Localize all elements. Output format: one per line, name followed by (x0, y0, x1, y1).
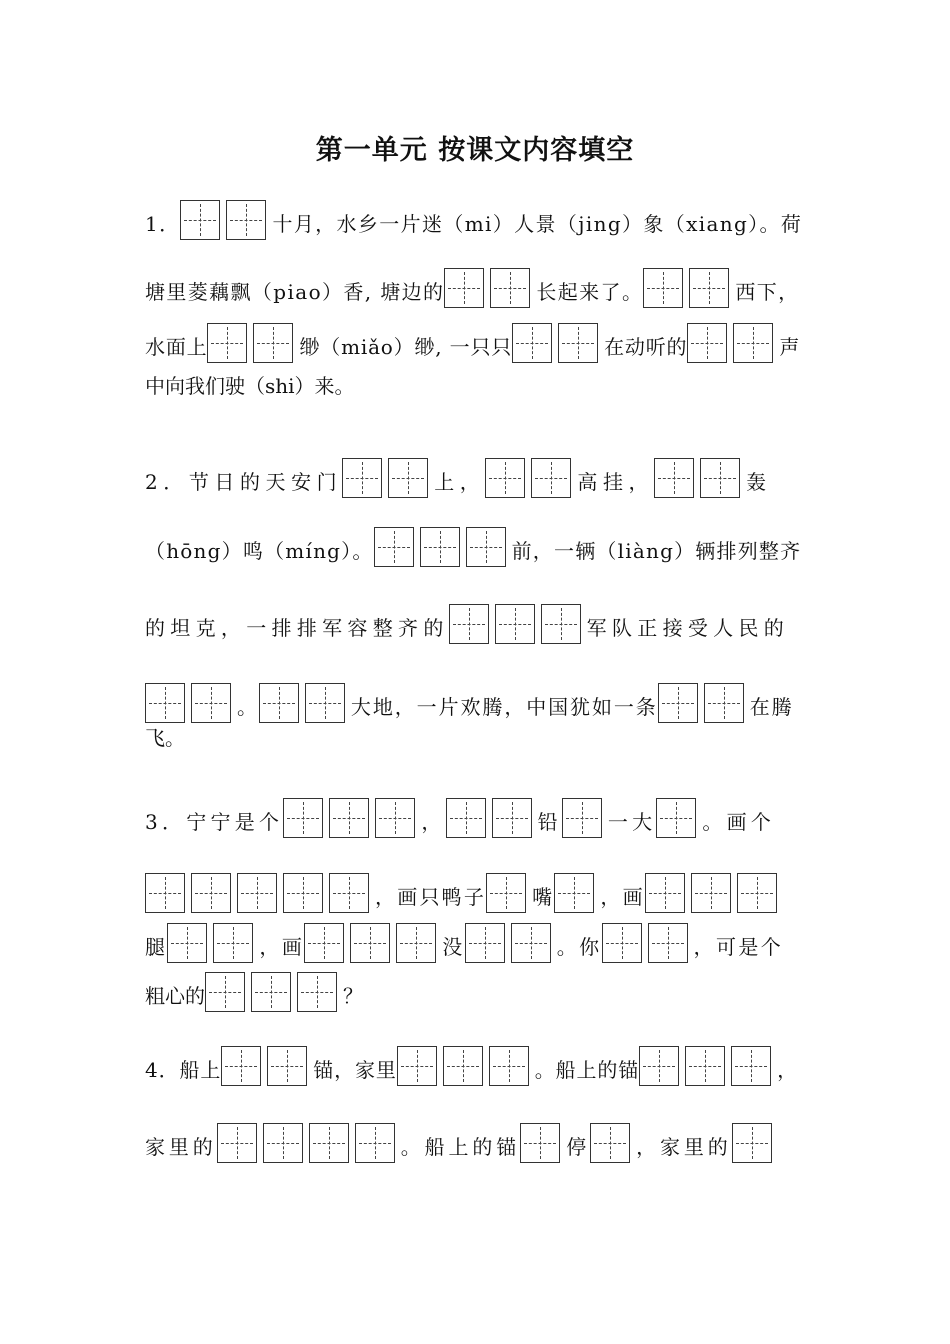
line-text: 。船上的锚 (534, 1058, 640, 1082)
answer-box[interactable] (737, 873, 777, 913)
answer-box[interactable] (263, 1123, 303, 1163)
answer-box[interactable] (490, 268, 530, 308)
answer-box[interactable] (486, 873, 526, 913)
text-line (145, 1046, 798, 1082)
text-line (145, 527, 801, 563)
text-line (145, 458, 772, 494)
answer-box[interactable] (267, 1046, 307, 1086)
answer-box[interactable] (704, 683, 744, 723)
answer-box[interactable] (495, 604, 535, 644)
answer-box[interactable] (145, 683, 185, 723)
answer-box[interactable] (167, 923, 207, 963)
line-text: 。船上的锚 (400, 1135, 521, 1159)
answer-box[interactable] (731, 1046, 771, 1086)
answer-box[interactable] (420, 527, 460, 567)
line-text: 大地，一片欢腾，中国犹如一条 (350, 695, 658, 719)
line-text: 缈（miǎo）缈, 一只只 (299, 335, 513, 359)
line-text: 1． (145, 212, 181, 236)
answer-box[interactable] (355, 1123, 395, 1163)
line-text: ，画只鸭子 (375, 885, 487, 909)
line-text: 没 (442, 935, 465, 959)
answer-box[interactable] (654, 458, 694, 498)
answer-box[interactable] (465, 923, 505, 963)
answer-box[interactable] (444, 268, 484, 308)
answer-box[interactable] (342, 458, 382, 498)
line-text: 铅 (537, 810, 562, 834)
answer-box[interactable] (531, 458, 571, 498)
answer-box[interactable] (145, 873, 185, 913)
answer-box[interactable] (590, 1123, 630, 1163)
answer-box[interactable] (375, 798, 415, 838)
answer-box[interactable] (305, 683, 345, 723)
answer-box[interactable] (658, 683, 698, 723)
line-text: 4．船上 (145, 1058, 222, 1082)
answer-box[interactable] (511, 923, 551, 963)
line-text: 。画个 (702, 810, 776, 834)
answer-box[interactable] (639, 1046, 679, 1086)
answer-box[interactable] (602, 923, 642, 963)
line-text: 前，一辆（liàng）辆排列整齐 (511, 539, 802, 563)
answer-box[interactable] (541, 604, 581, 644)
answer-box[interactable] (562, 798, 602, 838)
answer-box[interactable] (492, 798, 532, 838)
answer-box[interactable] (329, 798, 369, 838)
line-text: ， (777, 1058, 799, 1082)
line-text: 嘴 (532, 885, 555, 909)
answer-box[interactable] (180, 200, 220, 240)
answer-box[interactable] (253, 323, 293, 363)
line-text: ？ (343, 984, 363, 1008)
answer-box[interactable] (213, 923, 253, 963)
answer-box[interactable] (648, 923, 688, 963)
line-text: 长起来了。 (536, 280, 644, 304)
answer-box[interactable] (205, 972, 245, 1012)
answer-box[interactable] (237, 873, 277, 913)
line-text: 轰 (746, 470, 772, 494)
answer-box[interactable] (191, 683, 231, 723)
answer-box[interactable] (329, 873, 369, 913)
line-text: 飞。 (145, 726, 185, 750)
line-text: 在动听的 (604, 335, 688, 359)
answer-box[interactable] (732, 1123, 772, 1163)
text-line (145, 1123, 778, 1159)
answer-box[interactable] (687, 323, 727, 363)
line-text: 十月，水乡一片迷（mi）人景（jing）象（xiang）。荷 (272, 212, 803, 236)
text-line (145, 268, 799, 304)
line-text: （hōng）鸣（míng）。 (145, 539, 374, 563)
answer-box[interactable] (691, 873, 731, 913)
answer-box[interactable] (446, 798, 486, 838)
line-text: 家里的 (145, 1135, 217, 1159)
answer-box[interactable] (397, 1046, 437, 1086)
text-line (145, 683, 794, 719)
answer-box[interactable] (251, 972, 291, 1012)
answer-box[interactable] (207, 323, 247, 363)
line-text: 锚，家里 (313, 1058, 397, 1082)
line-text: 。你 (556, 935, 602, 959)
line-text: 上， (434, 470, 486, 494)
line-text: ，可是个 (693, 935, 784, 959)
answer-box[interactable] (466, 527, 506, 567)
answer-box[interactable] (221, 1046, 261, 1086)
text-line (145, 873, 783, 909)
answer-box[interactable] (489, 1046, 529, 1086)
answer-box[interactable] (449, 604, 489, 644)
answer-box[interactable] (645, 873, 685, 913)
text-line (145, 972, 363, 1008)
answer-box[interactable] (689, 268, 729, 308)
answer-box[interactable] (700, 458, 740, 498)
line-text: 声 (779, 335, 801, 359)
answer-box[interactable] (685, 1046, 725, 1086)
line-text: 中向我们驶（shi）来。 (145, 374, 355, 398)
line-text: ，画 (600, 885, 645, 909)
line-text: 的坦克，一排排军容整齐的 (145, 616, 449, 640)
answer-box[interactable] (388, 458, 428, 498)
text-line (145, 726, 185, 750)
answer-box[interactable] (554, 873, 594, 913)
answer-box[interactable] (226, 200, 266, 240)
text-line (145, 604, 789, 640)
answer-box[interactable] (374, 527, 414, 567)
line-text: ，家里的 (636, 1135, 732, 1159)
answer-box[interactable] (733, 323, 773, 363)
text-line (145, 200, 802, 236)
line-text: 粗心的 (145, 984, 205, 1008)
line-text: 2．节日的天安门 (145, 470, 343, 494)
line-text: 塘里菱藕飘（piao）香, 塘边的 (145, 280, 445, 304)
line-text: 西下， (735, 280, 800, 304)
answer-box[interactable] (297, 972, 337, 1012)
text-line (145, 374, 355, 398)
answer-box[interactable] (396, 923, 436, 963)
answer-box[interactable] (443, 1046, 483, 1086)
line-text: 腿 (145, 935, 168, 959)
line-text: 军队正接受人民的 (586, 616, 790, 640)
line-text: 高挂， (577, 470, 655, 494)
answer-box[interactable] (304, 923, 344, 963)
text-line (145, 323, 800, 359)
answer-box[interactable] (656, 798, 696, 838)
answer-box[interactable] (485, 458, 525, 498)
answer-box[interactable] (512, 323, 552, 363)
answer-box[interactable] (309, 1123, 349, 1163)
answer-box[interactable] (191, 873, 231, 913)
line-text: 。 (237, 695, 259, 719)
answer-box[interactable] (350, 923, 390, 963)
line-text: 在腾 (749, 695, 794, 719)
line-text: ， (421, 810, 446, 834)
answer-box[interactable] (643, 268, 683, 308)
answer-box[interactable] (283, 798, 323, 838)
line-text: 停 (566, 1135, 591, 1159)
text-line (145, 798, 775, 834)
line-text: 水面上 (145, 335, 208, 359)
answer-box[interactable] (259, 683, 299, 723)
answer-box[interactable] (558, 323, 598, 363)
line-text: 3．宁宁是个 (145, 810, 284, 834)
answer-box[interactable] (520, 1123, 560, 1163)
line-text: ，画 (259, 935, 305, 959)
page-title: 第一单元 按课文内容填空 (315, 135, 635, 166)
answer-box[interactable] (283, 873, 323, 913)
line-text: 一大 (607, 810, 657, 834)
text-line (145, 923, 783, 959)
answer-box[interactable] (217, 1123, 257, 1163)
